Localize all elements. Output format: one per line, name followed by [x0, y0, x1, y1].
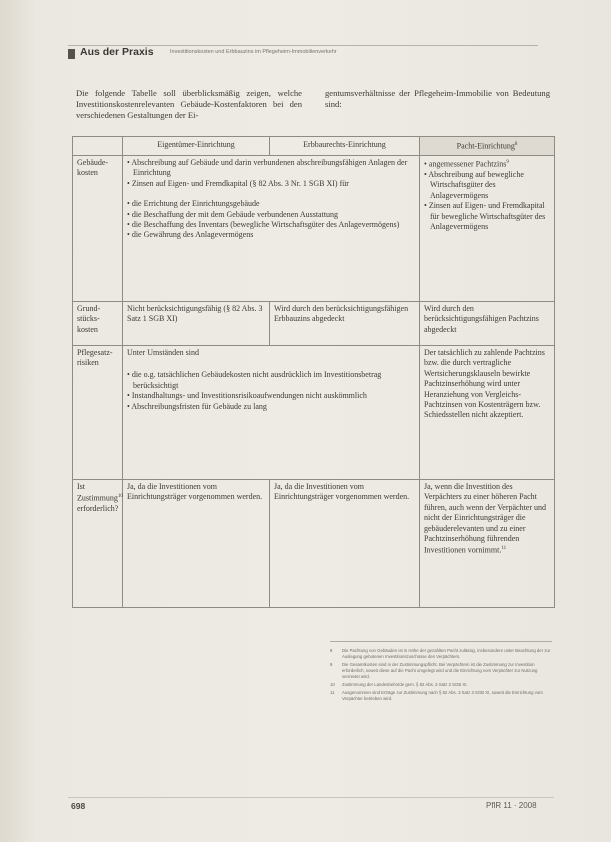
bullet-item: • Abschreibung auf bewegliche Wirtschaftsgüter des Anlagevermögens [424, 170, 524, 200]
footnote: 8 Die Pachtung von Gebäuden ist in Höhe der gezahlten Pacht zulässig, insbesondere unter Beachtung der zur Auslegung gebotenen Investitionszuschüsse des Verpächters. [330, 648, 551, 659]
bullet-item: • Abschreibungsfristen für Gebäude zu lang [127, 401, 267, 411]
footnote: 9 Die Gesamtkosten sind in der Zustimmungspflicht. Bei Verpächtern ist die Zustimmung zur Investition erforderlich, soweit diese auf die Pacht umgelegt wird und die Einrichtung vom Verpächter zur Nutzung vermietet wird. [330, 662, 538, 679]
footnote: 11 Ausgenommen sind Erträge zur Zustimmung nach § 82 Abs. 3 Satz 3 SGB XI, soweit die Einrichtung vom Verpächter betrieben wird. [330, 690, 543, 701]
intro-text-right: gentumsverhältnisse der Pflegeheim-Immobilie von Bedeutung sind: [325, 88, 550, 109]
intro-text-left: Die folgende Tabelle soll überblicksmäßig zeigen, welche Investitionskostenrelevanten Gebäude-Kostenfaktoren bei den verschiedenen Gestaltungen der Ei- [76, 88, 302, 120]
cell-gebaeude-pacht [420, 156, 555, 302]
section-subtitle: Investitionskosten und Erbbauzins im Pflegeheim-Immobilienverkehr [170, 49, 337, 55]
cell-zustimmung-pacht: Ja, wenn die Investition des Verpächters zu einer höheren Pacht führen, auch wenn der Verpächter und nicht der Einrichtungsträger die gebäuderelevanten und zu einer Pachtzinserhöhung führenden Investitionen vornimmt.$^{11}$ [420, 480, 555, 608]
bullet-item: • die o.g. tatsächlichen Gebäudekosten nicht ausdrücklich im Investitionsbetrag berücksichtigt [127, 370, 382, 390]
risiken-intro: Unter Umständen sind [127, 348, 199, 357]
row-label-pflegesatzrisiken: Pflegesatz-risiken [73, 346, 123, 480]
bullet-item: • die Errichtung der Einrichtungsgebäude [127, 199, 260, 209]
bullet-item: • angemessener Pachtzins$^9$ [424, 159, 509, 169]
bullet-item: • Instandhaltungs- und Investitionsrisikoaufwendungen nicht auskömmlich [127, 391, 367, 401]
bullet-item: • Zinsen auf Eigen- und Fremdkapital (§ 82 Abs. 3 Nr. 1 SGB XI) für [127, 178, 349, 188]
header-marker [68, 49, 75, 59]
section-title: Aus der Praxis [80, 46, 154, 58]
row-label-grundstueckskosten: Grund-stücks-kosten [73, 302, 123, 346]
cell-grund-eig: Nicht berücksichtigungsfähig (§ 82 Abs. 3 Satz 1 SGB XI) [123, 302, 270, 346]
bullet-item: • die Gewährung des Anlagevermögens [127, 230, 254, 240]
table-row-grundstueckskosten [73, 302, 555, 346]
cell-risiken-eig-erb [123, 346, 420, 480]
comparison-table [72, 136, 555, 608]
cell-grund-pacht: Wird durch den berücksichtigungsfähigen Pachtzins abgedeckt [420, 302, 555, 346]
table-header-erbbaurecht: Erbbaurechts-Einrichtung [270, 137, 420, 156]
journal-reference: PflR 11 · 2008 [486, 801, 537, 810]
cell-gebaeude-eig-erb [123, 156, 420, 302]
footnote-ref: 8 [514, 142, 518, 147]
cell-risiken-pacht: Der tatsächlich zu zahlende Pachtzins bzw. die durch vertragliche Wertsicherungsklauseln bewirkte Pachtzinserhöhung wird unter Heranziehung von Vergleichs-Pachtzinsen von Kostenträgern bzw. Schiedsstellen nicht akzeptiert. [420, 346, 555, 480]
table-header-pacht: Pacht-Einrichtung$^8$ [420, 137, 555, 156]
bullet-item: • Abschreibung auf Gebäude und darin verbundenen abschreibungsfähigen Anlagen der Einrichtung [127, 158, 408, 178]
table-header-row [73, 137, 555, 156]
footnote: 10 Zustimmung der Landesbehörde gem. § 82 Abs. 3 Satz 3 SGB XI. [330, 682, 468, 687]
row-label-gebaeudekosten: Gebäude-kosten [73, 156, 123, 302]
bullet-item: • die Beschaffung der mit dem Gebäude verbundenen Ausstattung [127, 209, 339, 219]
table-row-pflegesatzrisiken [73, 346, 555, 480]
cell-zustimmung-eig: Ja, da die Investitionen vom Einrichtungsträger vorgenommen werden. [123, 480, 270, 608]
table-header-eigentuemer: Eigentümer-Einrichtung [123, 137, 270, 156]
row-label-zustimmung: Ist Zustimmung$^{10}$ erforderlich? [73, 480, 123, 608]
cell-zustimmung-erb: Ja, da die Investitionen vom Einrichtungsträger vorgenommen werden. [270, 480, 420, 608]
cell-grund-erb: Wird durch den berücksichtigungsfähigen Erbbauzins abgedeckt [270, 302, 420, 346]
section-header [68, 45, 538, 62]
table-row-zustimmung [73, 480, 555, 608]
bullet-item: • die Beschaffung des Inventars (bewegliche Wirtschaftsgüter des Anlagevermögens) [127, 220, 400, 230]
footnotes [330, 641, 552, 704]
bullet-item: • Zinsen auf Eigen- und Fremdkapital für bewegliche Wirtschaftsgüter des Anlagevermögens [424, 201, 546, 232]
table-row-gebaeudekosten [73, 156, 555, 302]
footer-rule [68, 797, 554, 798]
table-header-empty [73, 137, 123, 156]
page-number: 698 [71, 801, 86, 811]
